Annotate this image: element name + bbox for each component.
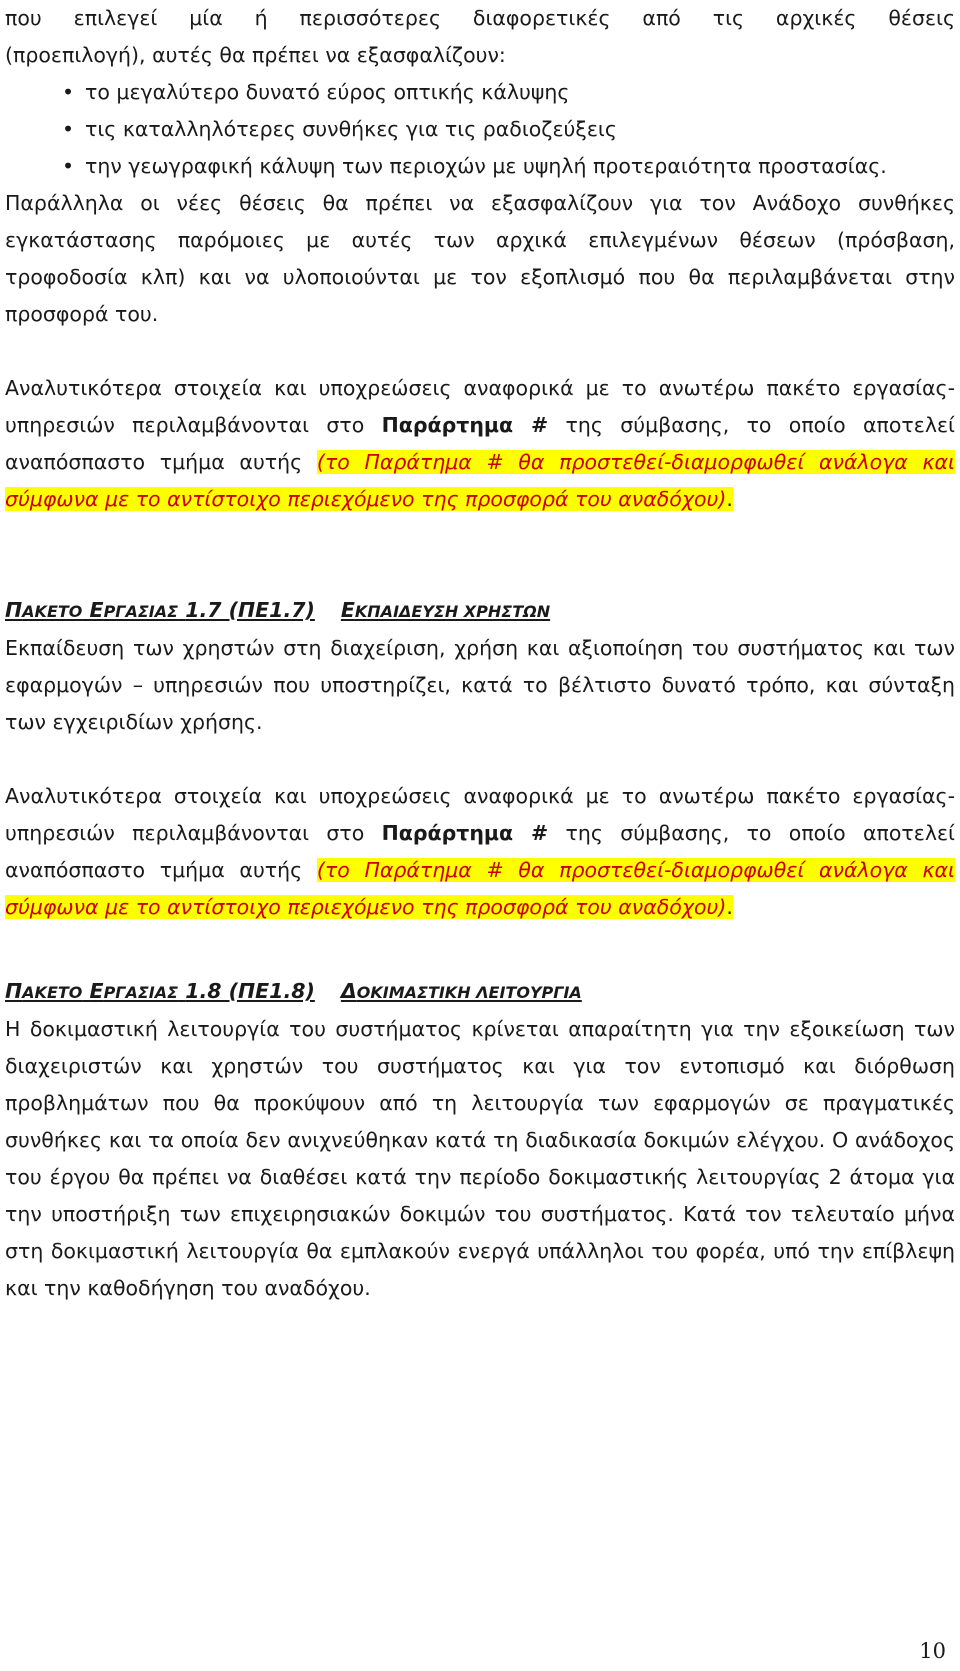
section-title: ΕΚΠΑΙΔΕΥΣΗ ΧΡΗΣΤΩΝ [340,598,551,622]
annex-reference: Παράρτημα # [381,413,549,437]
intro-paragraph: Παράλληλα οι νέες θέσεις θα πρέπει να εξασφαλίζουν για τον Ανάδοχο συνθήκες εγκατάστασης παρόμοιες με αυτές των αρχικά επιλεγμένων θέσεων (πρόσβαση, τροφοδοσία κλπ) και να υλοποιούνται με τον εξοπλισμό που θα περιλαμβάνεται στην προσφορά του. [5,191,955,326]
section-heading-1-8 [5,973,955,1011]
bullet-item: • τις καταλληλότερες συνθήκες για τις ραδιοζεύξεις [5,111,955,148]
details-paragraph-1: Αναλυτικότερα στοιχεία και υποχρεώσεις αναφορικά με το ανωτέρω πακέτο εργασίας-υπηρεσιών περιλαμβάνονται στο Παράρτημα # της σύμβασης, το οποίο αποτελεί αναπόσπαστο τμήμα αυτής (το Παράτημα # θα προστεθεί-διαμορφωθεί ανάλογα και σύμφωνα με το αντίστοιχο περιεχόμενο της προσφορά του αναδόχου). [5,376,955,511]
document-page [5,0,955,1307]
section-title: ΔΟΚΙΜΑΣΤΙΚΗ ΛΕΙΤΟΥΡΓΙΑ [340,979,582,1003]
highlighted-note: (το Παράτημα # θα προστεθεί-διαμορφωθεί ανάλογα και σύμφωνα με το αντίστοιχο περιεχόμενο της προσφορά του αναδόχου) [5,858,955,919]
section-heading-1-7 [5,592,955,630]
bullet-item: • το μεγαλύτερο δυνατό εύρος οπτικής κάλυψης [5,74,955,111]
bullet-item: • την γεωγραφική κάλυψη των περιοχών με υψηλή προτεραιότητα προστασίας. [5,148,955,185]
work-package-label: ΠΑΚΕΤΟ ΕΡΓΑΣΙΑΣ 1.8 (ΠΕ1.8) [5,979,315,1003]
section-paragraph-1-7: Εκπαίδευση των χρηστών στη διαχείριση, χρήση και αξιοποίηση του συστήματος και των εφαρμογών – υπηρεσιών που υποστηρίζει, κατά το βέλτιστο δυνατό τρόπο, και σύνταξη των εγχειριδίων χρήσης. [5,636,955,734]
annex-reference: Παράρτημα # [381,821,549,845]
highlighted-note: (το Παράτημα # θα προστεθεί-διαμορφωθεί ανάλογα και σύμφωνα με το αντίστοιχο περιεχόμενο της προσφορά του αναδόχου) [5,450,955,511]
work-package-label: ΠΑΚΕΤΟ ΕΡΓΑΣΙΑΣ 1.7 (ΠΕ1.7) [5,598,315,622]
intro-line-1: που επιλεγεί μία ή περισσότερες διαφορετικές από τις αρχικές θέσεις [5,6,955,30]
details-paragraph-2: Αναλυτικότερα στοιχεία και υποχρεώσεις αναφορικά με το ανωτέρω πακέτο εργασίας-υπηρεσιών περιλαμβάνονται στο Παράρτημα # της σύμβασης, το οποίο αποτελεί αναπόσπαστο τμήμα αυτής (το Παράτημα # θα προστεθεί-διαμορφωθεί ανάλογα και σύμφωνα με το αντίστοιχο περιεχόμενο της προσφορά του αναδόχου). [5,784,955,919]
section-paragraph-1-8: Η δοκιμαστική λειτουργία του συστήματος κρίνεται απαραίτητη για την εξοικείωση των διαχειριστών και χρηστών του συστήματος και για τον εντοπισμό και διόρθωση προβλημάτων που θα προκύψουν από τη λειτουργία των εφαρμογών σε πραγματικές συνθήκες και τα οποία δεν ανιχνεύθηκαν κατά τη διαδικασία δοκιμών ελέγχου. Ο ανάδοχος του έργου θα πρέπει να διαθέσει κατά την περίοδο δοκιμαστικής λειτουργίας 2 άτομα για την υποστήριξη των επιχειρησιακών δοκιμών του συστήματος. Κατά τον τελευταίο μήνα στη δοκιμαστική λειτουργία θα εμπλακούν ενεργά υπάλληλοι του φορέα, υπό την επίβλεψη και την καθοδήγηση του αναδόχου. [5,1017,955,1300]
page-number: 10 [919,1639,946,1663]
bullet-list [5,74,955,185]
intro-line-2: (προεπιλογή), αυτές θα πρέπει να εξασφαλίζουν: [5,43,506,67]
